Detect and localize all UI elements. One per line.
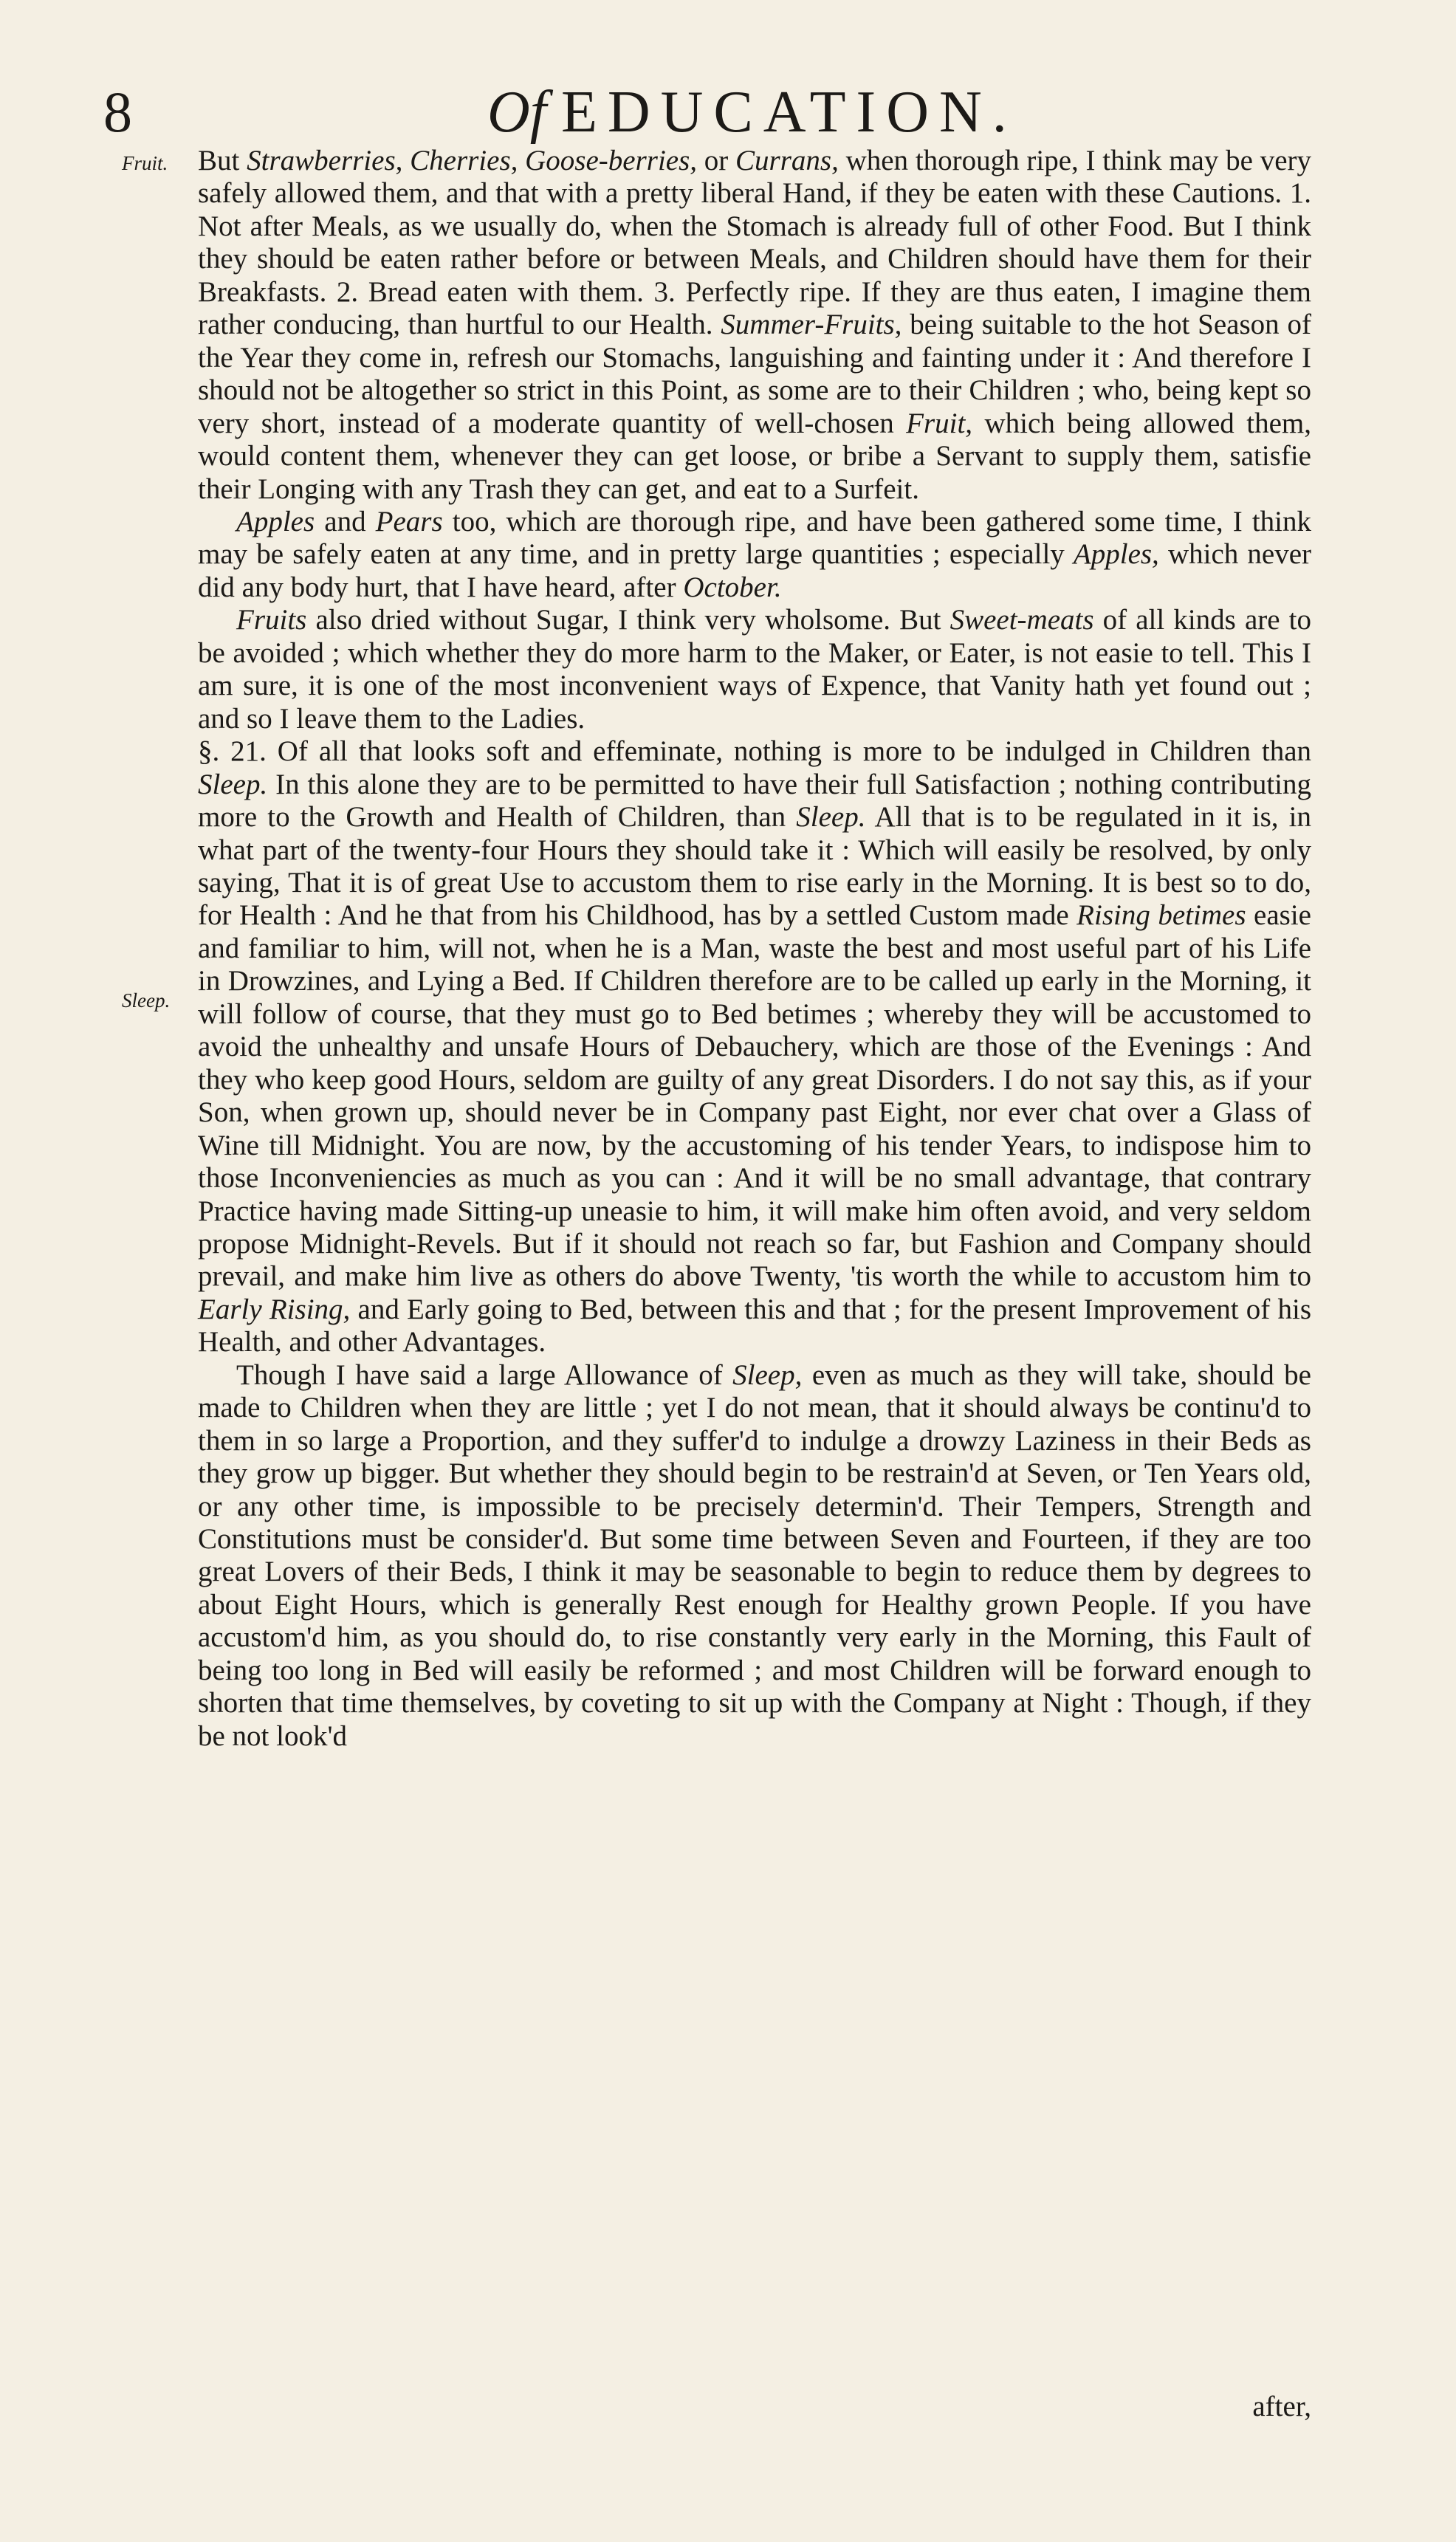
body-text [198,145,1311,1753]
text-run: In this alone they are to be permitted to have their full Satisfaction ; nothing contributing more to the Growth and Health of Children, than [198,768,1311,834]
italic-run: Apples [236,505,315,537]
text-run: too, which are thorough ripe, and have been gathered some time, I think may be safely eaten at any time, and in pretty large quantities ; especially [198,505,1312,571]
paragraph-apples [198,506,1311,604]
italic-run: Summer-Fruits, [721,309,902,341]
italic-run: Rising betimes [1076,899,1246,932]
italic-run: October. [683,571,782,603]
italic-run: Pears [375,505,443,537]
italic-run: Apples, [1073,538,1159,571]
running-head-title: EDUCATION. [561,80,1017,145]
text-run: being suitable to the hot Season of the Year they come in, refresh our Stomachs, languishing and fainting under it : And therefore I should not be altogether so strict in this Point, as some are to their Children ; who, being kept so very short, instead of a moderate quantity of well-chosen [198,309,1311,439]
margin-note-sleep: Sleep. [122,989,171,1011]
italic-run: Sweet-meats [950,604,1094,636]
page-header [103,68,1403,157]
text-run: Though I have said a large Allowance of [236,1358,733,1391]
text-run: of all kinds are to be avoided ; which whether they do more harm to the Maker, or Eater, is not easie to tell. This I am sure, it is one of the most inconvenient ways of Expence, that Vanity hath yet found out ; and so I leave them to the Ladies. [198,604,1311,735]
margin-note-fruit: Fruit. [122,152,168,174]
paragraph-allowance-of-sleep [198,1359,1311,1753]
text-run: which being allowed them, would content them, whenever they can get loose, or bribe a Servant to supply them, satisfie their Longing with any Trash they can get, and eat to a Surfeit. [198,407,1311,505]
italic-run: Sleep, [732,1358,803,1391]
italic-run: Currans, [735,145,839,176]
running-head-of: Of [487,80,546,145]
running-head [487,68,1017,157]
italic-run: Early Rising, [198,1293,351,1325]
italic-run: Fruits [236,604,307,636]
paragraph-sleep [198,735,1311,1359]
text-run: also dried without Sugar, I think very wholsome. But [306,604,950,636]
text-run: or [697,145,736,176]
paragraph-dried-fruits [198,604,1311,735]
text-run: even as much as they will take, should be made to Children when they are little ; yet I do not mean, that it should always be continu'd to them in so large a Proportion, and they suffer'd to indulge a drowzy Laziness in their Beds as they grow up bigger. But whether they should begin to be restrain'd at Seven, or Ten Years old, or any other time, is impossible to be precisely determin'd. Their Tempers, Strength and Constitutions must be consider'd. But some time between Seven and Fourteen, if they are too great Lovers of their Beds, I think it may be seasonable to begin to reduce them by degrees to about Eight Hours, which is generally Rest enough for Healthy grown People. If you have accustom'd him, as you should do, to rise constantly very early in the Morning, this Fault of being too long in Bed will easily be reformed ; and most Children will be forward enough to shorten that time themselves, by coveting to sit up with the Company at Night : Though, if they be not look'd [198,1358,1311,1752]
italic-run: Strawberries, Cherries, Goose-berries, [247,145,698,176]
paragraph-fruit [198,145,1311,506]
text-run: easie and familiar to him, will not, when he is a Man, waste the best and most useful part of his Life in Drowzines, and Lying a Bed. If Children therefore are to be called up early in the Morning, it will follow of course, that they must go to Bed betimes ; whereby they will be accustomed to avoid the unhealthy and unsafe Hours of Debauchery, which are those of the Evenings : And they who keep good Hours, seldom are guilty of any great Disorders. I do not say this, as if your Son, when grown up, should never be in Company past Eight, nor ever chat over a Glass of Wine till Midnight. You are now, by the accustoming of his tender Years, to indispose him to those Inconveniencies as much as you can : And it will be no small advantage, that contrary Practice having made Sitting-up uneasie to him, it will make him often avoid, and very seldom propose Midnight-Revels. But if it should not reach so far, but Fashion and Company should prevail, and make him live as others do above Twenty, 'tis worth the while to accustom him to [198,899,1311,1293]
text-run: which never did any body hurt, that I have heard, after [198,538,1311,603]
page-number: 8 [103,80,132,144]
text-run: §. 21. Of all that looks soft and effeminate, nothing is more to be indulged in Children than [198,735,1311,768]
italic-run: Sleep. [796,801,866,834]
text-run: All that is to be regulated in it is, in what part of the twenty-four Hours they should take it : Which will easily be resolved, by only saying, That it is of great Use to accustom them to rise early in the Morning. It is best so to do, for Health : And he that from his Childhood, has by a settled Custom made [198,801,1311,932]
text-run: and Early going to Bed, between this and that ; for the present Improvement of his Health, and other Advantages. [198,1293,1311,1358]
text-run: But [198,145,247,176]
italic-run: Fruit, [906,407,973,439]
text-run: when thorough ripe, I think may be very safely allowed them, and that with a pretty liberal Hand, if they be eaten with these Cautions. 1. Not after Meals, as we usually do, when the Stomach is already full of other Food. But I think they should be eaten rather before or between Meals, and Children should have them for their Breakfasts. 2. Bread eaten with them. 3. Perfectly ripe. If they are thus eaten, I imagine them rather conducing, than hurtful to our Health. [198,145,1311,341]
text-run: and [315,505,376,537]
catchword: after, [1252,2391,1311,2422]
italic-run: Sleep. [198,768,268,800]
